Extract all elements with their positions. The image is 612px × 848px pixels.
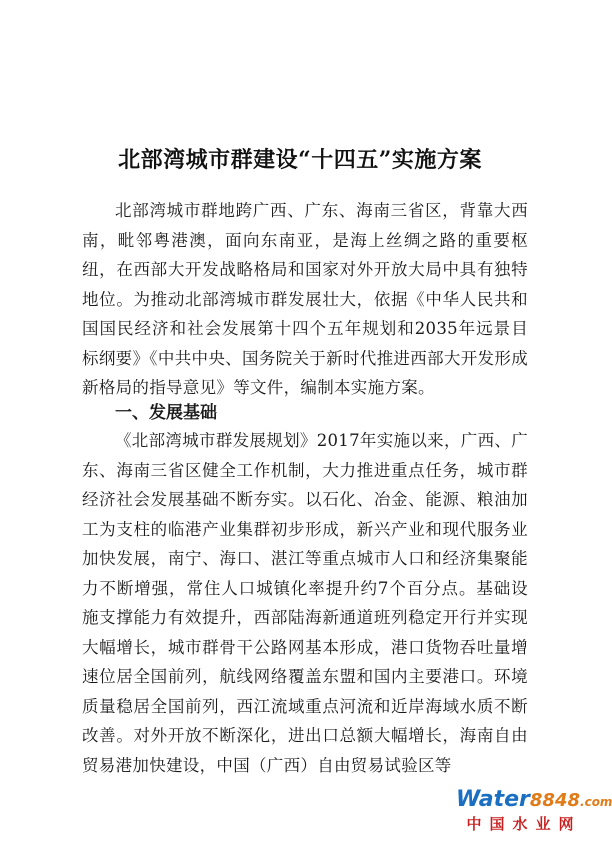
watermark-brand-number: 8848 [529,790,581,811]
watermark-brand-text: Water [456,787,530,812]
document-title: 北部湾城市群建设“十四五”实施方案 [118,146,482,173]
section-heading: 一、发展基础 [115,403,217,423]
watermark-subtitle: 中国水业网 [466,815,582,833]
watermark-brand [456,787,612,814]
watermark-logo [456,787,612,834]
intro-paragraph: 北部湾城市群地跨广西、广东、海南三省区，背靠大西南，毗邻粤港澳，面向东南亚，是海上丝绸之路的重要枢纽，在西部大开发战略格局和国家对外开放大局中具有独特地位。为推动北部湾城市群发展壮大，依据《中华人民共和国国民经济和社会发展第十四个五年规划和2035年远景目标纲要》《中共中央、国务院关于新时代推进西部大开发形成新格局的指导意见》等文件，编制本实施方案。 [82,201,528,397]
watermark-brand-suffix: .com [580,795,612,809]
section-paragraph: 《北部湾城市群发展规划》2017年实施以来，广西、广东、海南三省区健全工作机制，大力推进重点任务，城市群经济社会发展基础不断夯实。以石化、冶金、能源、粮油加工为支柱的临港产业集群初步形成，新兴产业和现代服务业加快发展，南宁、海口、湛江等重点城市人口和经济集聚能力不断增强，常住人口城镇化率提升约7个百分点。基础设施支撑能力有效提升，西部陆海新通道班列稳定开行并实现大幅增长，城市群骨干公路网基本形成，港口货物吞吐量增速位居全国前列，航线网络覆盖东盟和国内主要港口。环境质量稳居全国前列，西江流域重点河流和近岸海域水质不断改善。对外开放不断深化，进出口总额大幅增长，海南自由贸易港加快建设，中国（广西）自由贸易试验区等 [82,431,528,775]
